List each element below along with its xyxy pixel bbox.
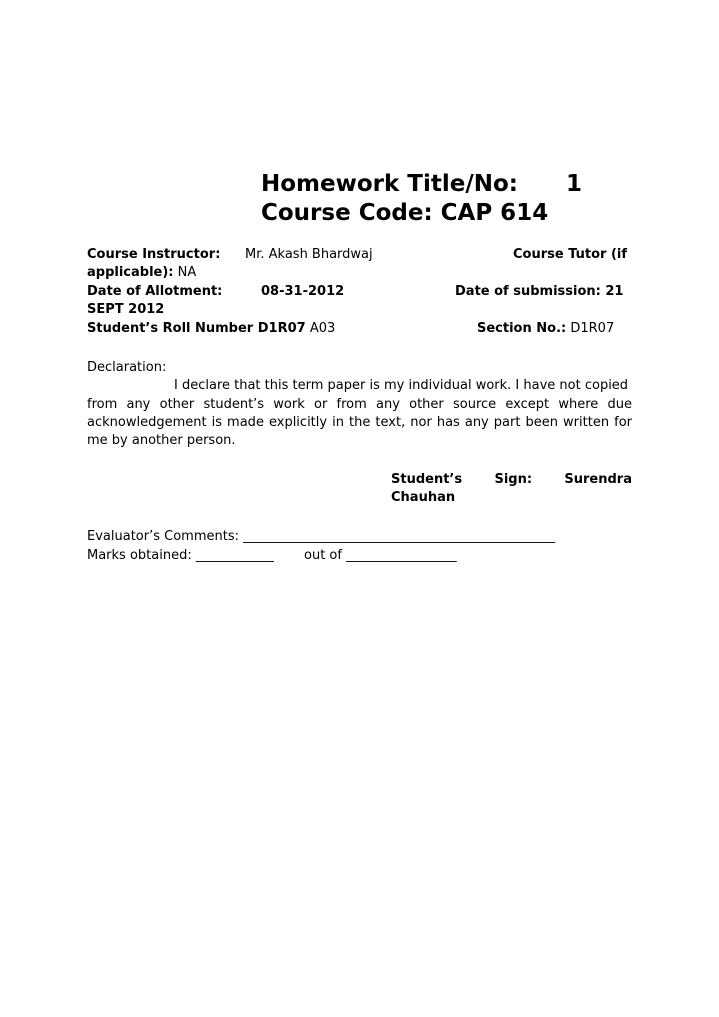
- allotment-value: 08-31-2012: [261, 284, 345, 299]
- section-label: Section No.:: [477, 321, 567, 336]
- out-of-blank: _________________: [346, 548, 457, 563]
- tutor-label-line1: Course Tutor (if: [513, 247, 628, 262]
- tutor-value: NA: [177, 265, 197, 280]
- evaluator-comments-blank: ________________________________________________: [243, 529, 556, 544]
- declaration-line-4: me by another person.: [87, 433, 236, 448]
- allotment-label: Date of Allotment:: [87, 284, 223, 299]
- roll-label: Student’s Roll Number D1R07: [87, 321, 306, 336]
- submission-label-line1: Date of submission: 21: [455, 284, 624, 299]
- roll-number: [87, 320, 335, 338]
- declaration-line-1: I declare that this term paper is my individual work. I have not copied: [174, 378, 629, 393]
- instructor-value: Mr. Akash Bhardwaj: [245, 247, 373, 262]
- out-of: [304, 547, 457, 565]
- submission-label-line2: SEPT 2012: [87, 302, 165, 317]
- declaration-heading: Declaration:: [87, 360, 167, 375]
- declaration-line-3: acknowledgement is made explicitly in the text, nor has any part been written for: [87, 415, 632, 430]
- marks-obtained: [87, 547, 274, 565]
- section-value: D1R07: [570, 321, 615, 336]
- evaluator-comments-label: Evaluator’s Comments:: [87, 529, 239, 544]
- homework-title-label: Homework Title/No:: [261, 171, 519, 197]
- student-sign-line2: Chauhan: [391, 490, 456, 505]
- roll-value: A03: [309, 321, 336, 336]
- course-code: Course Code: CAP 614: [261, 200, 549, 226]
- homework-number: 1: [566, 171, 583, 197]
- marks-obtained-blank: ____________: [195, 548, 274, 563]
- instructor-label: Course Instructor:: [87, 247, 221, 262]
- evaluator-comments: [87, 528, 555, 546]
- student-sign-line1: Student’s Sign: Surendra: [391, 472, 632, 487]
- tutor-line2: [87, 264, 196, 282]
- tutor-label-line2: applicable):: [87, 265, 174, 280]
- out-of-label: out of: [304, 548, 342, 563]
- section-number: [477, 320, 614, 338]
- declaration-line-2: from any other student’s work or from any other source except where due: [87, 397, 632, 412]
- marks-obtained-label: Marks obtained:: [87, 548, 192, 563]
